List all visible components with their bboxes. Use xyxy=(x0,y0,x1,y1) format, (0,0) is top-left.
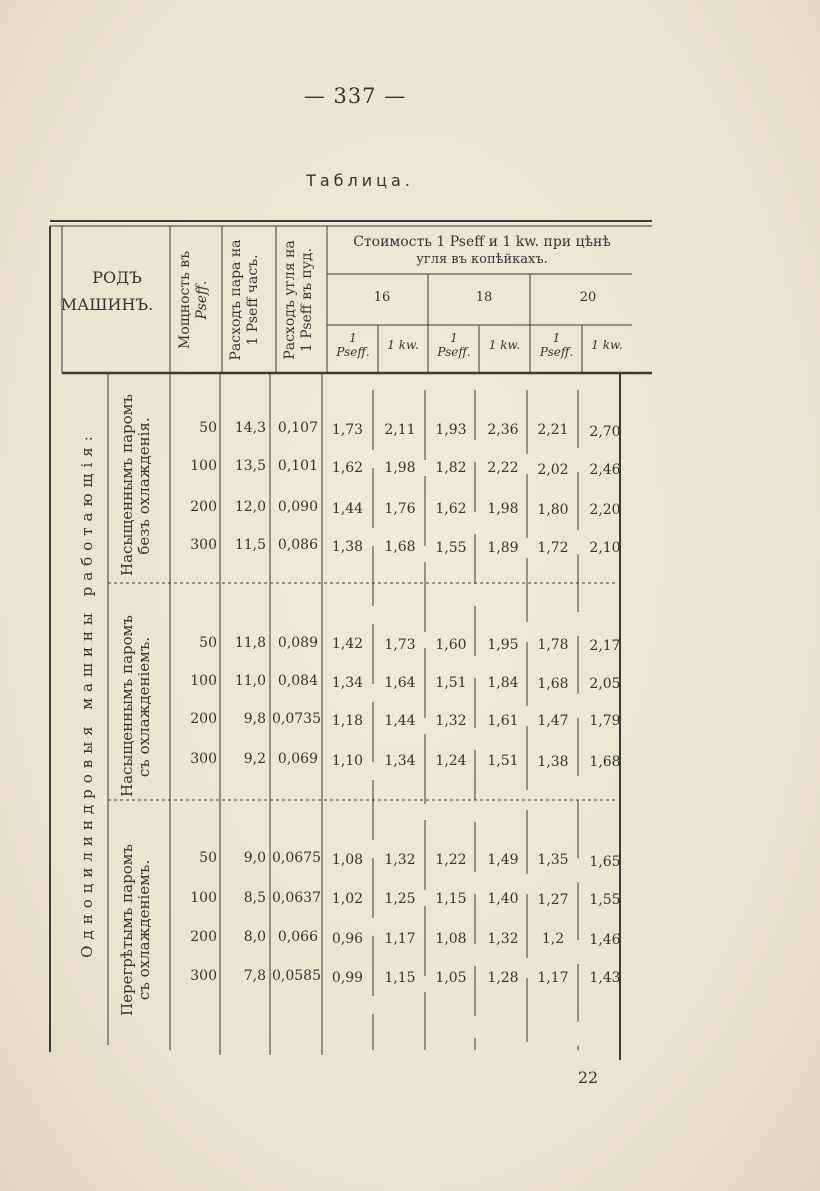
cell-p16: 1,02 xyxy=(331,891,364,907)
cell-p16: 1,42 xyxy=(331,636,364,652)
cell-p18: 1,62 xyxy=(435,501,467,517)
cell-p20: 1,27 xyxy=(537,892,569,908)
cell-power: 300 xyxy=(190,968,217,984)
cell-k16: 1,76 xyxy=(384,501,416,517)
cell-p18: 1,55 xyxy=(435,540,467,556)
group-label-2-line2: съ охлажденіемъ. xyxy=(135,636,153,778)
cell-coal: 0,101 xyxy=(277,458,318,474)
cell-k18: 1,49 xyxy=(487,852,519,868)
cell-power: 100 xyxy=(190,890,217,906)
cell-coal: 0,0735 xyxy=(272,711,321,727)
cell-p18: 1,08 xyxy=(435,931,467,947)
cell-k18: 1,61 xyxy=(487,713,519,729)
cell-coal: 0,069 xyxy=(277,751,318,767)
cell-k16: 1,68 xyxy=(384,539,416,555)
header-price-16: 16 xyxy=(373,290,391,305)
cell-k18: 1,40 xyxy=(487,891,519,907)
header-steam-line2: 1 Pseff часъ. xyxy=(245,254,261,346)
header-sub-kw-18: 1 kw. xyxy=(488,338,521,352)
cell-p18: 1,05 xyxy=(435,970,467,986)
header-kind-line2: МАШИНЪ. xyxy=(60,295,154,314)
cell-power: 300 xyxy=(190,751,217,767)
cell-k16: 1,17 xyxy=(384,931,416,947)
cell-p20: 2,02 xyxy=(537,462,569,478)
cell-p20: 1,78 xyxy=(537,637,569,653)
cell-p18: 1,60 xyxy=(435,637,467,653)
cell-k18: 1,95 xyxy=(487,637,519,653)
cell-coal: 0,0675 xyxy=(272,850,321,866)
cell-k16: 1,15 xyxy=(384,970,416,986)
cell-k18: 1,89 xyxy=(487,540,519,556)
cell-steam: 9,8 xyxy=(243,711,266,727)
cell-steam: 11,0 xyxy=(234,673,266,689)
cell-power: 200 xyxy=(190,929,217,945)
cell-p18: 1,22 xyxy=(435,852,467,868)
header-sub-pseff-18 xyxy=(429,331,479,359)
cell-k20: 1,68 xyxy=(589,754,621,770)
sub-pseff-bottom: Pseff. xyxy=(336,345,370,359)
header-cost-line1: Стоимость 1 Pseff и 1 kw. при цѣнѣ xyxy=(353,234,611,250)
cell-p20: 1,72 xyxy=(537,540,569,556)
header-coal-line1: Расходъ угля на xyxy=(282,240,298,360)
cell-k20: 1,43 xyxy=(589,970,621,986)
cell-k20: 2,05 xyxy=(589,676,621,692)
group-label-3-line1: Перегрѣтымъ паромъ xyxy=(118,844,136,1016)
cell-k18: 1,28 xyxy=(487,970,519,986)
cell-power: 50 xyxy=(199,850,217,866)
sub-pseff-top: 1 xyxy=(450,331,458,345)
header-kind-line1: РОДЪ xyxy=(92,268,142,287)
cell-power: 100 xyxy=(190,458,217,474)
cell-p16: 0,99 xyxy=(331,970,364,986)
cell-p16: 1,44 xyxy=(331,501,364,517)
cell-steam: 8,5 xyxy=(243,890,266,906)
header-price-18: 18 xyxy=(475,290,493,305)
cell-p16: 1,38 xyxy=(331,539,364,555)
header-coal-line2: 1 Pseff въ пуд. xyxy=(299,247,315,353)
cell-p20: 1,47 xyxy=(537,713,569,729)
header-power xyxy=(177,230,215,370)
group-label-1-line1: Насыщеннымъ паромъ xyxy=(118,394,136,576)
cell-p16: 1,10 xyxy=(331,753,364,769)
cell-p20: 1,17 xyxy=(537,970,569,986)
header-coal xyxy=(282,229,320,371)
cell-steam: 14,3 xyxy=(234,420,266,436)
cell-steam: 11,5 xyxy=(234,537,266,553)
cell-p16: 1,73 xyxy=(331,422,364,438)
cell-k18: 2,22 xyxy=(487,460,519,476)
cell-steam: 13,5 xyxy=(234,458,266,474)
cell-p18: 1,32 xyxy=(435,713,467,729)
cell-power: 50 xyxy=(199,420,217,436)
cell-p16: 1,34 xyxy=(331,675,364,691)
table-title: Таблица. xyxy=(306,171,414,190)
cell-k18: 1,32 xyxy=(487,931,519,947)
cell-p20: 1,68 xyxy=(537,676,569,692)
page-number: — 337 — xyxy=(303,84,407,108)
cell-p20: 1,38 xyxy=(537,754,569,770)
cell-coal: 0,107 xyxy=(277,420,318,436)
sub-pseff-top: 1 xyxy=(349,331,357,345)
header-sub-pseff-16 xyxy=(328,331,378,359)
cell-p20: 1,2 xyxy=(541,931,565,947)
cell-steam: 12,0 xyxy=(234,499,266,515)
header-price-20: 20 xyxy=(579,290,597,305)
group-label-2 xyxy=(119,617,157,797)
cell-p18: 1,93 xyxy=(435,422,467,438)
cell-k16: 1,44 xyxy=(384,713,416,729)
cell-k16: 1,64 xyxy=(384,675,416,691)
cell-p20: 1,80 xyxy=(537,502,569,518)
group-label-1-line2: безъ охлажденія. xyxy=(135,417,153,555)
cell-k16: 1,73 xyxy=(384,637,416,653)
group-label-1 xyxy=(119,396,157,576)
sub-pseff-top: 1 xyxy=(552,331,561,345)
cell-p16: 1,18 xyxy=(331,713,364,729)
cell-p18: 1,82 xyxy=(435,460,467,476)
cell-k20: 2,10 xyxy=(589,540,621,556)
cell-k16: 1,32 xyxy=(384,852,416,868)
cell-steam: 9,0 xyxy=(243,850,266,866)
cell-k16: 1,25 xyxy=(384,891,416,907)
cell-coal: 0,0637 xyxy=(272,890,321,906)
group-label-2-line1: Насыщеннымъ паромъ xyxy=(118,615,136,797)
cell-p16: 1,08 xyxy=(331,852,364,868)
left-machine-label: Одноцилиндровыя машины работающія: xyxy=(78,430,96,958)
cell-k18: 2,36 xyxy=(487,422,519,438)
cell-k20: 2,46 xyxy=(589,462,621,478)
header-power-line1: Мощность въ xyxy=(177,251,193,349)
group-label-3-line2: съ охлажденіемъ. xyxy=(135,859,153,1001)
cell-p20: 2,21 xyxy=(537,422,569,438)
cell-k20: 2,20 xyxy=(589,502,621,518)
cell-k16: 2,11 xyxy=(384,422,416,438)
cell-power: 200 xyxy=(190,711,217,727)
header-power-line2: Pseff. xyxy=(194,280,210,320)
group-label-3 xyxy=(119,840,157,1020)
cell-k16: 1,34 xyxy=(384,753,416,769)
cell-power: 300 xyxy=(190,537,217,553)
header-steam-line1: Расходъ пара на xyxy=(228,239,244,361)
cell-k20: 2,17 xyxy=(589,638,621,654)
cell-coal: 0,086 xyxy=(277,537,318,553)
cell-k18: 1,84 xyxy=(487,675,519,691)
cell-coal: 0,084 xyxy=(277,673,318,689)
cell-p18: 1,24 xyxy=(435,753,467,769)
cell-coal: 0,090 xyxy=(277,499,318,515)
cell-p16: 0,96 xyxy=(331,931,364,947)
cell-steam: 11,8 xyxy=(234,635,266,651)
header-sub-pseff-20 xyxy=(531,331,582,359)
cell-p16: 1,62 xyxy=(331,460,364,476)
header-steam xyxy=(228,229,266,371)
cell-k20: 1,55 xyxy=(589,892,621,908)
cell-coal: 0,0585 xyxy=(272,968,321,984)
signature-number: 22 xyxy=(577,1068,599,1087)
header-sub-kw-20: 1 kw. xyxy=(591,338,623,352)
sub-pseff-bottom: Pseff. xyxy=(437,345,471,359)
cell-p20: 1,35 xyxy=(537,852,569,868)
cell-k20: 1,46 xyxy=(589,932,621,948)
cell-power: 100 xyxy=(190,673,217,689)
cell-steam: 9,2 xyxy=(243,751,266,767)
cell-power: 50 xyxy=(199,635,217,651)
cell-k18: 1,98 xyxy=(487,501,519,517)
cell-k20: 2,70 xyxy=(589,424,621,440)
cell-k16: 1,98 xyxy=(384,460,416,476)
cell-power: 200 xyxy=(190,499,217,515)
cell-p18: 1,51 xyxy=(435,675,467,691)
sub-pseff-bottom: Pseff. xyxy=(539,345,574,359)
header-cost-line2: угля въ копѣйкахъ. xyxy=(416,252,548,267)
cell-k20: 1,65 xyxy=(589,854,621,870)
cell-k20: 1,79 xyxy=(589,713,621,729)
cell-steam: 7,8 xyxy=(243,968,266,984)
cell-k18: 1,51 xyxy=(487,753,519,769)
cell-coal: 0,089 xyxy=(277,635,318,651)
cell-steam: 8,0 xyxy=(243,929,266,945)
cell-p18: 1,15 xyxy=(435,891,467,907)
cell-coal: 0,066 xyxy=(277,929,318,945)
header-sub-kw-16: 1 kw. xyxy=(387,338,419,352)
